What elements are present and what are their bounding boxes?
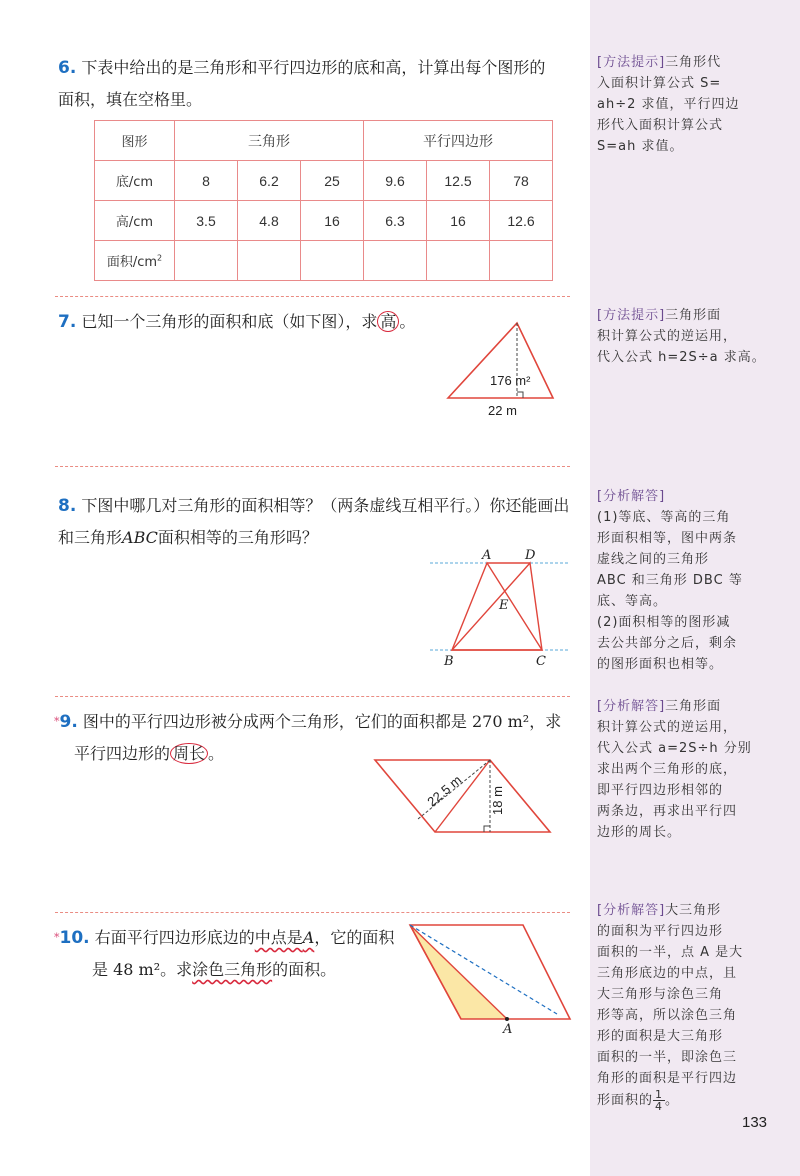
table-cell: 12.5 — [427, 161, 490, 201]
table-cell: 78 — [490, 161, 553, 201]
point-label-a: A — [503, 1022, 513, 1037]
table-cell: 3.5 — [175, 201, 238, 241]
hint-line: 代入公式 h=2S÷a 求高。 — [597, 350, 766, 365]
question-10 — [54, 922, 414, 986]
hint-line: 代入公式 a=2S÷h 分别 — [597, 741, 752, 756]
question-text: 和三角形 — [58, 528, 123, 547]
question-text: 面积相等的三角形吗？ — [157, 528, 318, 547]
table-cell: 6.3 — [364, 201, 427, 241]
question-text-end: 。 — [399, 312, 416, 331]
triangle-dbc — [452, 563, 542, 650]
question-text: 下表中给出的是三角形和平行四边形的底和高，计算出每个图形的 — [81, 58, 546, 77]
table-header: 三角形 — [175, 121, 364, 161]
divider — [55, 466, 570, 467]
hint-line: 大三角形 — [665, 903, 722, 918]
circled-keyword: 周长 — [170, 743, 208, 764]
table-row — [95, 201, 553, 241]
parallelogram-figure — [370, 755, 555, 835]
answer-cell[interactable] — [490, 241, 553, 281]
hint-line: 大三角形与涂色三角 — [597, 987, 724, 1002]
area-table — [94, 120, 553, 281]
point-label-a: A — [482, 548, 492, 563]
question-text: 已知一个三角形的面积和底（如下图），求 — [81, 312, 378, 331]
emphasis-text: 中点是 — [254, 928, 303, 947]
divider — [55, 296, 570, 297]
parallel-lines-figure — [430, 545, 575, 670]
hint-line: 的面积为平行四边形 — [597, 924, 724, 939]
table-cell: 25 — [301, 161, 364, 201]
answer-cell[interactable] — [427, 241, 490, 281]
triangle-figure — [440, 318, 560, 423]
question-number: 7. — [58, 312, 77, 332]
hint-line: 边形的周长。 — [597, 825, 682, 840]
hint-line: 底、等高。 — [597, 594, 668, 609]
hint-tag: [分析解答] — [597, 699, 666, 714]
answer-cell[interactable] — [364, 241, 427, 281]
table-cell: 12.6 — [490, 201, 553, 241]
shaded-parallelogram-figure — [405, 922, 580, 1037]
page-number: 133 — [742, 1114, 768, 1131]
fraction-numerator: 1 — [655, 1088, 664, 1101]
hint-line: (1)等底、等高的三角 — [597, 510, 731, 525]
question-text: 右面平行四边形底边的 — [94, 928, 255, 947]
question-text: 下图中哪几对三角形的面积相等？（两条虚线互相平行。）你还能画出 — [81, 496, 570, 515]
point-name: A — [302, 928, 315, 947]
table-cell: 4.8 — [238, 201, 301, 241]
point-label-e: E — [499, 598, 509, 613]
optional-star: * — [54, 715, 60, 728]
hint-line: 积计算公式的逆运用， — [597, 720, 738, 735]
table-cell: 9.6 — [364, 161, 427, 201]
hint-q8 — [597, 486, 795, 675]
row-label — [95, 241, 175, 281]
hint-line: 去公共部分之后，剩余 — [597, 636, 738, 651]
hint-line: 积计算公式的逆运用， — [597, 329, 738, 344]
hint-q9 — [597, 696, 795, 843]
height-label: 18 m — [490, 786, 505, 815]
hint-line: 形代入面积计算公式 — [597, 118, 724, 133]
table-row — [95, 161, 553, 201]
right-angle-mark — [517, 392, 523, 398]
hint-line: (2)面积相等的图形减 — [597, 615, 731, 630]
question-text: 平行四边形的 — [74, 744, 171, 763]
hint-line: ABC 和三角形 DBC 等 — [597, 573, 743, 588]
hint-q10 — [597, 900, 795, 1112]
hint-line: 面积的一半，点 A 是大 — [597, 945, 744, 960]
hint-line: 虚线之间的三角形 — [597, 552, 710, 567]
hint-line: 形面积的 — [597, 1093, 654, 1108]
midpoint-dot — [505, 1017, 509, 1021]
table-row — [95, 121, 553, 161]
hint-line: 即平行四边形相邻的 — [597, 783, 724, 798]
hint-line: ah÷2 求值，平行四边 — [597, 97, 740, 112]
triangle-name: ABC — [122, 528, 158, 547]
divider — [55, 912, 570, 913]
hint-q7 — [597, 305, 795, 368]
question-number: 9. — [59, 712, 78, 732]
hint-line-end: 。 — [665, 1093, 680, 1108]
question-number: 10. — [59, 928, 90, 948]
hint-line: 形面积相等，图中两条 — [597, 531, 738, 546]
fraction-denominator: 4 — [655, 1100, 664, 1113]
slant-label: 22.5 m — [424, 772, 465, 810]
hint-line: S=ah 求值。 — [597, 139, 684, 154]
circled-keyword: 高 — [377, 311, 399, 332]
hint-line: 的图形面积也相等。 — [597, 657, 724, 672]
area-label: 176 m² — [490, 373, 531, 388]
point-label-d: D — [525, 548, 536, 563]
question-text: ，它的面积 — [314, 928, 395, 947]
answer-cell[interactable] — [175, 241, 238, 281]
hint-line-fraction — [597, 1089, 795, 1112]
row-label-text: 面积/cm — [106, 255, 158, 270]
hint-line: 入面积计算公式 S= — [597, 76, 722, 91]
hint-line: 面积的一半，即涂色三 — [597, 1050, 738, 1065]
optional-star: * — [54, 931, 60, 944]
row-label: 高/cm — [95, 201, 175, 241]
hint-line: 三角形底边的中点，且 — [597, 966, 738, 981]
hint-line: 角形的面积是平行四边 — [597, 1071, 738, 1086]
point-label-b: B — [444, 654, 454, 669]
row-label-sup: 2 — [157, 253, 163, 263]
question-text-end: 。 — [208, 744, 225, 763]
table-cell: 6.2 — [238, 161, 301, 201]
hint-line: 两条边，再求出平行四 — [597, 804, 738, 819]
triangle-abc — [452, 563, 542, 650]
emphasis-text: 涂色三角形 — [192, 960, 273, 979]
hint-tag: [分析解答] — [597, 903, 666, 918]
question-6 — [58, 52, 578, 116]
question-text: 图中的平行四边形被分成两个三角形，它们的面积都是 270 m²，求 — [82, 712, 562, 731]
hint-line: 三角形面 — [665, 308, 722, 323]
hint-tag: [分析解答] — [597, 489, 666, 504]
table-header: 图形 — [95, 121, 175, 161]
question-text: 面积，填在空格里。 — [58, 90, 203, 109]
divider — [55, 696, 570, 697]
answer-cell[interactable] — [301, 241, 364, 281]
hint-q6 — [597, 52, 795, 157]
base-label: 22 m — [488, 403, 517, 418]
row-label: 底/cm — [95, 161, 175, 201]
point-label-c: C — [536, 654, 546, 669]
question-number: 8. — [58, 496, 77, 516]
question-text: 的面积。 — [272, 960, 337, 979]
hint-tag: [方法提示] — [597, 55, 666, 70]
table-row — [95, 241, 553, 281]
hint-line: 形的面积是大三角形 — [597, 1029, 724, 1044]
right-angle-mark — [484, 826, 490, 832]
question-number: 6. — [58, 58, 77, 78]
hint-line: 三角形代 — [665, 55, 722, 70]
question-text: 是 48 m²。求 — [92, 960, 193, 979]
fraction — [653, 1089, 665, 1112]
hint-line: 形等高，所以涂色三角 — [597, 1008, 738, 1023]
table-header: 平行四边形 — [364, 121, 553, 161]
answer-cell[interactable] — [238, 241, 301, 281]
table-cell: 16 — [301, 201, 364, 241]
table-cell: 8 — [175, 161, 238, 201]
table-cell: 16 — [427, 201, 490, 241]
hint-line: 求出两个三角形的底， — [597, 762, 738, 777]
hint-tag: [方法提示] — [597, 308, 666, 323]
hint-line: 三角形面 — [665, 699, 722, 714]
